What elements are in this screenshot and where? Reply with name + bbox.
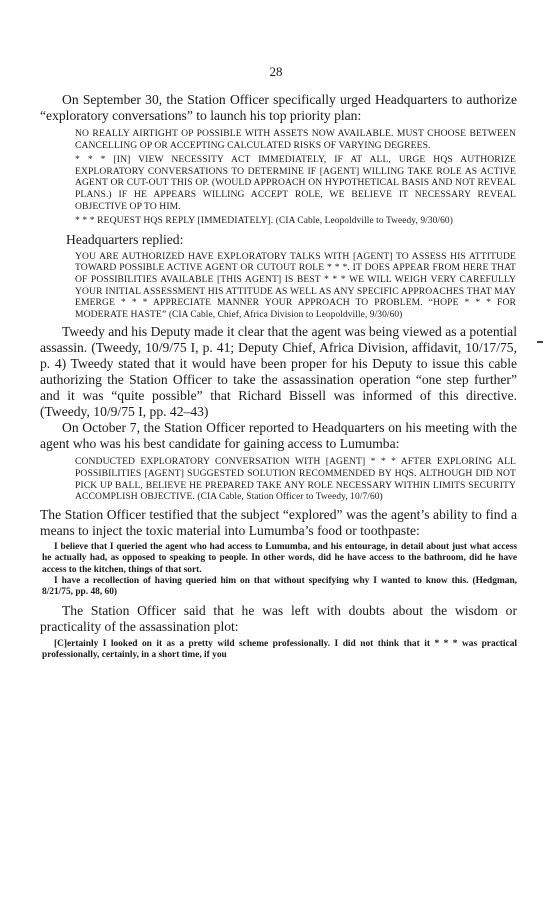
cable-citation: (CIA Cable, Chief, Africa Division to Leopoldville, 9/30/60) <box>168 309 403 320</box>
paragraph-tweedy-deputy: Tweedy and his Deputy made it clear that the agent was being viewed as a potential assassin. (Tweedy, 10/9/75 I, p. 41; Deputy Chief, Africa Division, affidavit, 10/17/75, p. 4) Tweedy stated that it would have been proper for his Deputy to issue this cable authorizing the Station Officer to take the assassination operation “one step further” and it was “quite possible” that Richard Bissell was informed of this directive. (Tweedy, 10/9/75 I, pp. 42–43) <box>40 324 517 420</box>
cable-quote-immediately: * * * [IN] VIEW NECESSITY ACT IMMEDIATELY, IF AT ALL, URGE HQS AUTHORIZE EXPLORATORY CONVERSATIONS TO DETERMINE IF [AGENT] WILLING TAKE ROLE AS ACTIVE AGENT OR CUT-OUT THIS OP. (WOULD APPROACH ON HYPOTHETICAL BASIS AND NOT REVEAL PLANS.) IF HE APPEARS WILLING ACCEPT ROLE, WE BELIEVE IT NECESSARY REVEAL OBJECTIVE OP TO HIM. <box>75 154 516 212</box>
testimony-quote-recollection: I have a recollection of having queried him on that without specifying why I wanted to know this. (Hedgman, 8/21/75, pp. 48, 60) <box>42 575 517 598</box>
cable-citation: (CIA Cable, Station Officer to Tweedy, 10/7/60) <box>197 492 383 503</box>
testimony-quote-access: I believe that I queried the agent who had access to Lumumba, and his entourage, in detail about just what access he actually had, as opposed to speaking to people. In other words, did he have access to the bathroom, did he have access to the kitchen, things of that sort. <box>42 541 517 575</box>
paragraph-doubts: The Station Officer said that he was left with doubts about the wisdom or practicality of the assassination plot: <box>40 602 517 634</box>
cable-text: YOU ARE AUTHORIZED HAVE EXPLORATORY TALKS WITH [AGENT] TO ASSESS HIS ATTITUDE TOWARD POSSIBLE ACTIVE AGENT OR CUTOUT ROLE * * *. IT DOES APPEAR FROM HERE THAT OF POSSIBILITIES AVAILABLE [THIS AGENT] IS BEST * * * WE WILL WEIGH VERY CAREFULLY YOUR INITIAL ASSESSMENT HIS ATTITUDE AS WELL AS ANY SPECIFIC APPROACHES THAT MAY EMERGE * * * APPRECIATE MANNER YOUR APPROACH TO PROBLEM. “HOPE * * * FOR MODERATE HASTE” <box>75 250 516 320</box>
cable-quote-authorized <box>75 251 516 322</box>
paragraph-station-officer-urged: On September 30, the Station Officer specifically urged Headquarters to authorize “exploratory conversations” to launch his top priority plan: <box>40 92 517 123</box>
margin-mark <box>537 341 543 343</box>
cable-citation: (CIA Cable, Leopoldville to Tweedy, 9/30/60) <box>275 216 453 227</box>
page-number: 28 <box>269 64 283 79</box>
page-content <box>40 92 517 662</box>
paragraph-station-officer-testified: The Station Officer testified that the subject “explored” was the agent’s ability to find a means to inject the toxic material into Lumumba’s food or toothpaste: <box>40 506 517 538</box>
cable-quote-airtight: NO REALLY AIRTIGHT OP POSSIBLE WITH ASSETS NOW AVAILABLE. MUST CHOOSE BETWEEN CANCELLING OP OR ACCEPTING CALCULATED RISKS OF VARYING DEGREES. <box>75 128 516 151</box>
paragraph-october-7: On October 7, the Station Officer reported to Headquarters on his meeting with the agent who was his best candidate for gaining access to Lumumba: <box>40 420 517 452</box>
testimony-quote-wild-scheme: [C]ertainly I looked on it as a pretty wild scheme professionally. I did not think that it * * * was practical professionally, certainly, in a short time, if you <box>42 638 517 661</box>
cable-quote-conducted <box>75 456 516 503</box>
cable-text: CONDUCTED EXPLORATORY CONVERSATION WITH [AGENT] * * * AFTER EXPLORING ALL POSSIBILITIES [AGENT] SUGGESTED SOLUTION RECOMMENDED BY HQS. ALTHOUGH DID NOT PICK UP BALL, BELIEVE HE PREPARED TAKE ANY ROLE NECESSARY WITHIN LIMITS SECURITY ACCOMPLISH OBJECTIVE. <box>75 456 516 503</box>
cable-text: * * * REQUEST HQS REPLY [IMMEDIATELY]. <box>75 215 274 227</box>
paragraph-headquarters-replied: Headquarters replied: <box>66 231 184 247</box>
cable-quote-request-reply <box>75 215 516 228</box>
